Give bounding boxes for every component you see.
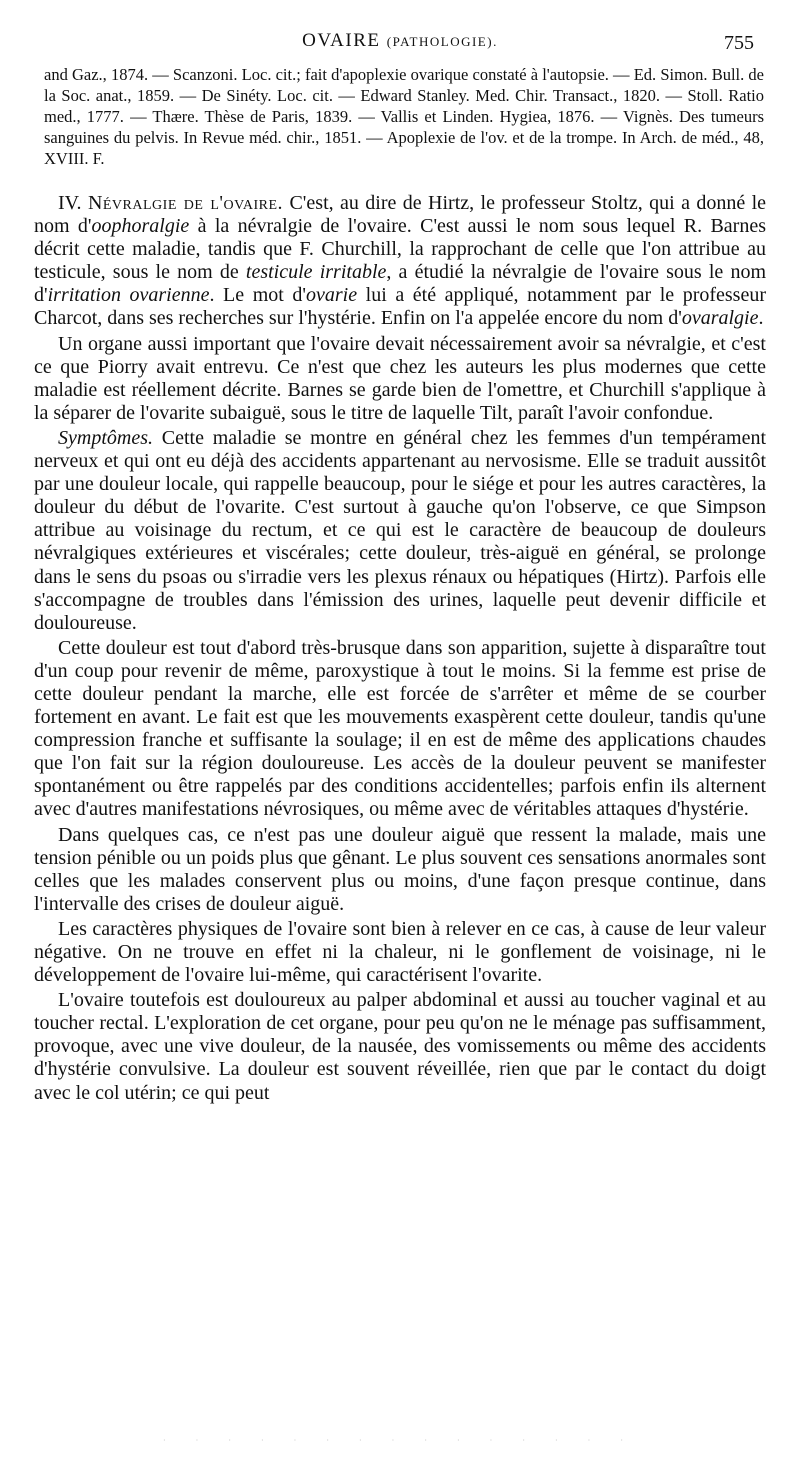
paragraph-2: Un organe aussi important que l'ovaire devait nécessairement avoir sa névralgie, et c'est ce que Piorry avait entrevu. Ce n'est que chez les auteurs les plus modernes que cette maladie est réellement décrite. Barnes se garde bien de l'omettre, et Churchill s'applique à la séparer de l'ovarite subaiguë, sous le titre de laquelle Tilt, paraît l'avoir confondue. (34, 332, 766, 424)
paragraph-6: Les caractères physiques de l'ovaire sont bien à relever en ce cas, à cause de leur valeur négative. On ne trouve en effet ni la chaleur, ni le gonflement de voisinage, ni le développement de l'ovaire lui-même, qui caractérisent l'ovarite. (34, 917, 766, 987)
term-irritation-ovarienne: irritation ovarienne (47, 284, 210, 307)
term-testicule-irritable: testicule irritable (245, 261, 387, 284)
section-paragraph: IV. Névralgie de l'ovaire. C'est, au dire de Hirtz, le professeur Stoltz, qui a donné le nom d'oophoralgie à la névralgie de l'ovaire. C'est aussi le nom sous lequel R. Barnes décrit cette maladie, tandis que F. Churchill, la rapprochant de celle que l'on attribue au testicule, sous le nom de testicule irritable, a étudié la névralgie de l'ovaire sous le nom d'irritation ovarienne. Le mot d'ovarie lui a été appliqué, notamment par le professeur Charcot, dans ses recherches sur l'hystérie. Enfin on l'a appelée encore du nom d'ovaralgie. (34, 192, 767, 330)
bibliography-text: and Gaz., 1874. — Scanzoni. Loc. cit.; fait d'apoplexie ovarique constaté à l'autopsie. — Ed. Simon. Bull. de la Soc. anat., 1859. — De Sinéty. Loc. cit. — Edward Stanley. Med. Chir. Transact., 1820. — Stoll. Ratio med., 1777. — Thære. Thèse de Paris, 1839. — Vallis et Linden. Hygiea, 1876. — Vignès. Des tumeurs sanguines du pelvis. In Revue méd. chir., 1851. — Apoplexie de l'ov. et de la trompe. In Arch. de méd., 48, XVIII. F. (44, 65, 764, 168)
bottom-scan-marks: · · · · · · · · · · · · · · · (163, 1436, 637, 1445)
paragraph-7: L'ovaire toutefois est douloureux au palper abdominal et aussi au toucher vaginal et au toucher rectal. L'exploration de cet organe, pour peu qu'on ne le ménage pas suffisamment, provoque, avec une vive douleur, de la nausée, des vomissements ou même des accidents d'hystérie convulsive. La douleur est souvent réveillée, rien que par le contact du doigt avec le col utérin; ce qui peut (34, 989, 766, 1104)
term-ovarie: ovarie (306, 284, 358, 307)
paragraph-symptoms: Symptômes. Cette maladie se montre en général chez les femmes d'un tempérament nerveux et qui ont eu déjà des accidents appartenant au nervosisme. Elle se traduit aussitôt par une douleur locale, qui rappelle beaucoup, pour le siége et pour les autres caractères, la douleur du début de l'ovarite. C'est surtout à gauche qu'on l'observe, ce que Simpson attribue au voisinage du rectum, et ce qui est le caractère de beaucoup de douleurs névralgiques extérieures et viscérales; cette douleur, très-aiguë en général, se prolonge dans le sens du psoas ou s'irradie vers les plexus rénaux ou hépatiques (Hirtz). Parfois elle s'accompagne de troubles dans l'émission des urines, laquelle peut devenir difficile et douloureuse. (34, 426, 766, 634)
main-text (34, 192, 766, 1107)
section-heading: Névralgie de l'ovaire. (87, 192, 284, 214)
term-oophoralgie: oophoralgie (91, 215, 190, 238)
title-subtitle: (PATHOLOGIE). (386, 34, 498, 49)
title-text: OVAIRE (302, 30, 381, 51)
symptoms-label: Symptômes. (58, 426, 153, 449)
page-number: 755 (724, 32, 754, 54)
paragraph-5: Dans quelques cas, ce n'est pas une douleur aiguë que ressent la malade, mais une tension pénible ou un poids plus que gênant. Le plus souvent ces sensations anormales sont celles que les malades conservent plus ou moins, d'une façon presque continue, dans l'intervalle des crises de douleur aiguë. (34, 823, 766, 915)
term-ovaralgie: ovaralgie (681, 307, 759, 330)
section-number: IV. (58, 192, 82, 214)
bibliography-block (44, 64, 764, 169)
running-header (40, 30, 760, 58)
running-title (40, 30, 760, 52)
paragraph-4: Cette douleur est tout d'abord très-brusque dans son apparition, sujette à disparaître tout d'un coup pour revenir de même, paroxystique à tout le moins. Si la femme est prise de cette douleur pendant la marche, elle est forcée de s'arrêter et même de se courber fortement en avant. Le fait est que les mouvements exaspèrent cette douleur, tandis qu'une compression franche et suffisante la soulage; il en est de même des applications chaudes que l'on fait sur la région douloureuse. Les accès de la douleur peuvent se manifester spontanément ou être rappelés par des conditions accidentelles; parfois enfin ils alternent avec d'autres manifestations névrosiques, ou même avec de véritables attaques d'hystérie. (34, 636, 766, 821)
